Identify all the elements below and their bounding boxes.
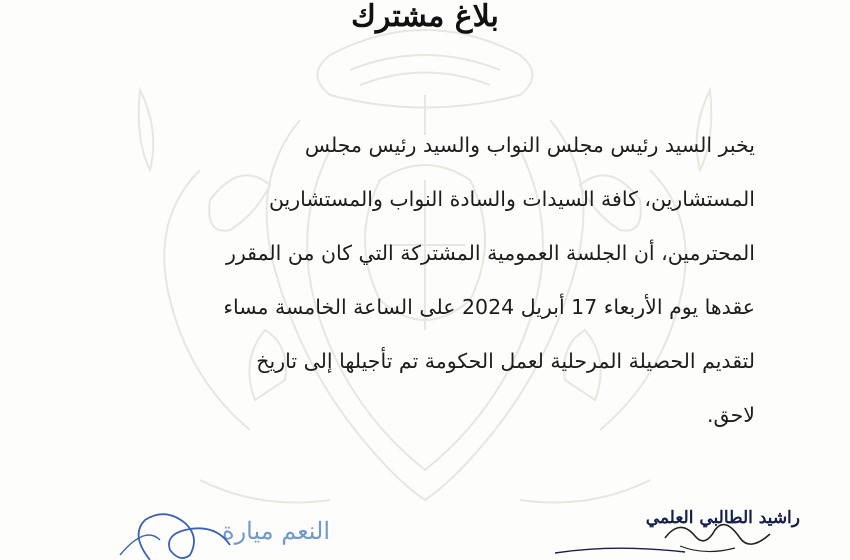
body-line: عقدها يوم الأربعاء 17 أبريل 2024 على الساعة الخامسة مساء <box>223 295 755 319</box>
signatory-name-left: النعم ميارة <box>222 517 330 545</box>
body-line: يخبر السيد رئيس مجلس النواب والسيد رئيس مجلس <box>304 133 755 157</box>
body-line: المستشارين، كافة السيدات والسادة النواب والمستشارين <box>268 187 755 211</box>
handwritten-signature-left <box>100 505 330 560</box>
announcement-body <box>115 118 755 442</box>
body-line: لاحق. <box>707 403 755 427</box>
page-title: بلاغ مشترك <box>351 0 499 34</box>
signature-right <box>545 508 800 560</box>
signature-left <box>100 505 330 560</box>
body-line: المحترمين، أن الجلسة العمومية المشتركة التي كان من المقرر <box>225 241 755 265</box>
signatory-name-right: راشيد الطالبي العلمي <box>645 508 800 528</box>
body-line: لتقديم الحصيلة المرحلية لعمل الحكومة تم تأجيلها إلى تاريخ <box>256 349 755 373</box>
handwritten-signature-right <box>545 508 800 560</box>
